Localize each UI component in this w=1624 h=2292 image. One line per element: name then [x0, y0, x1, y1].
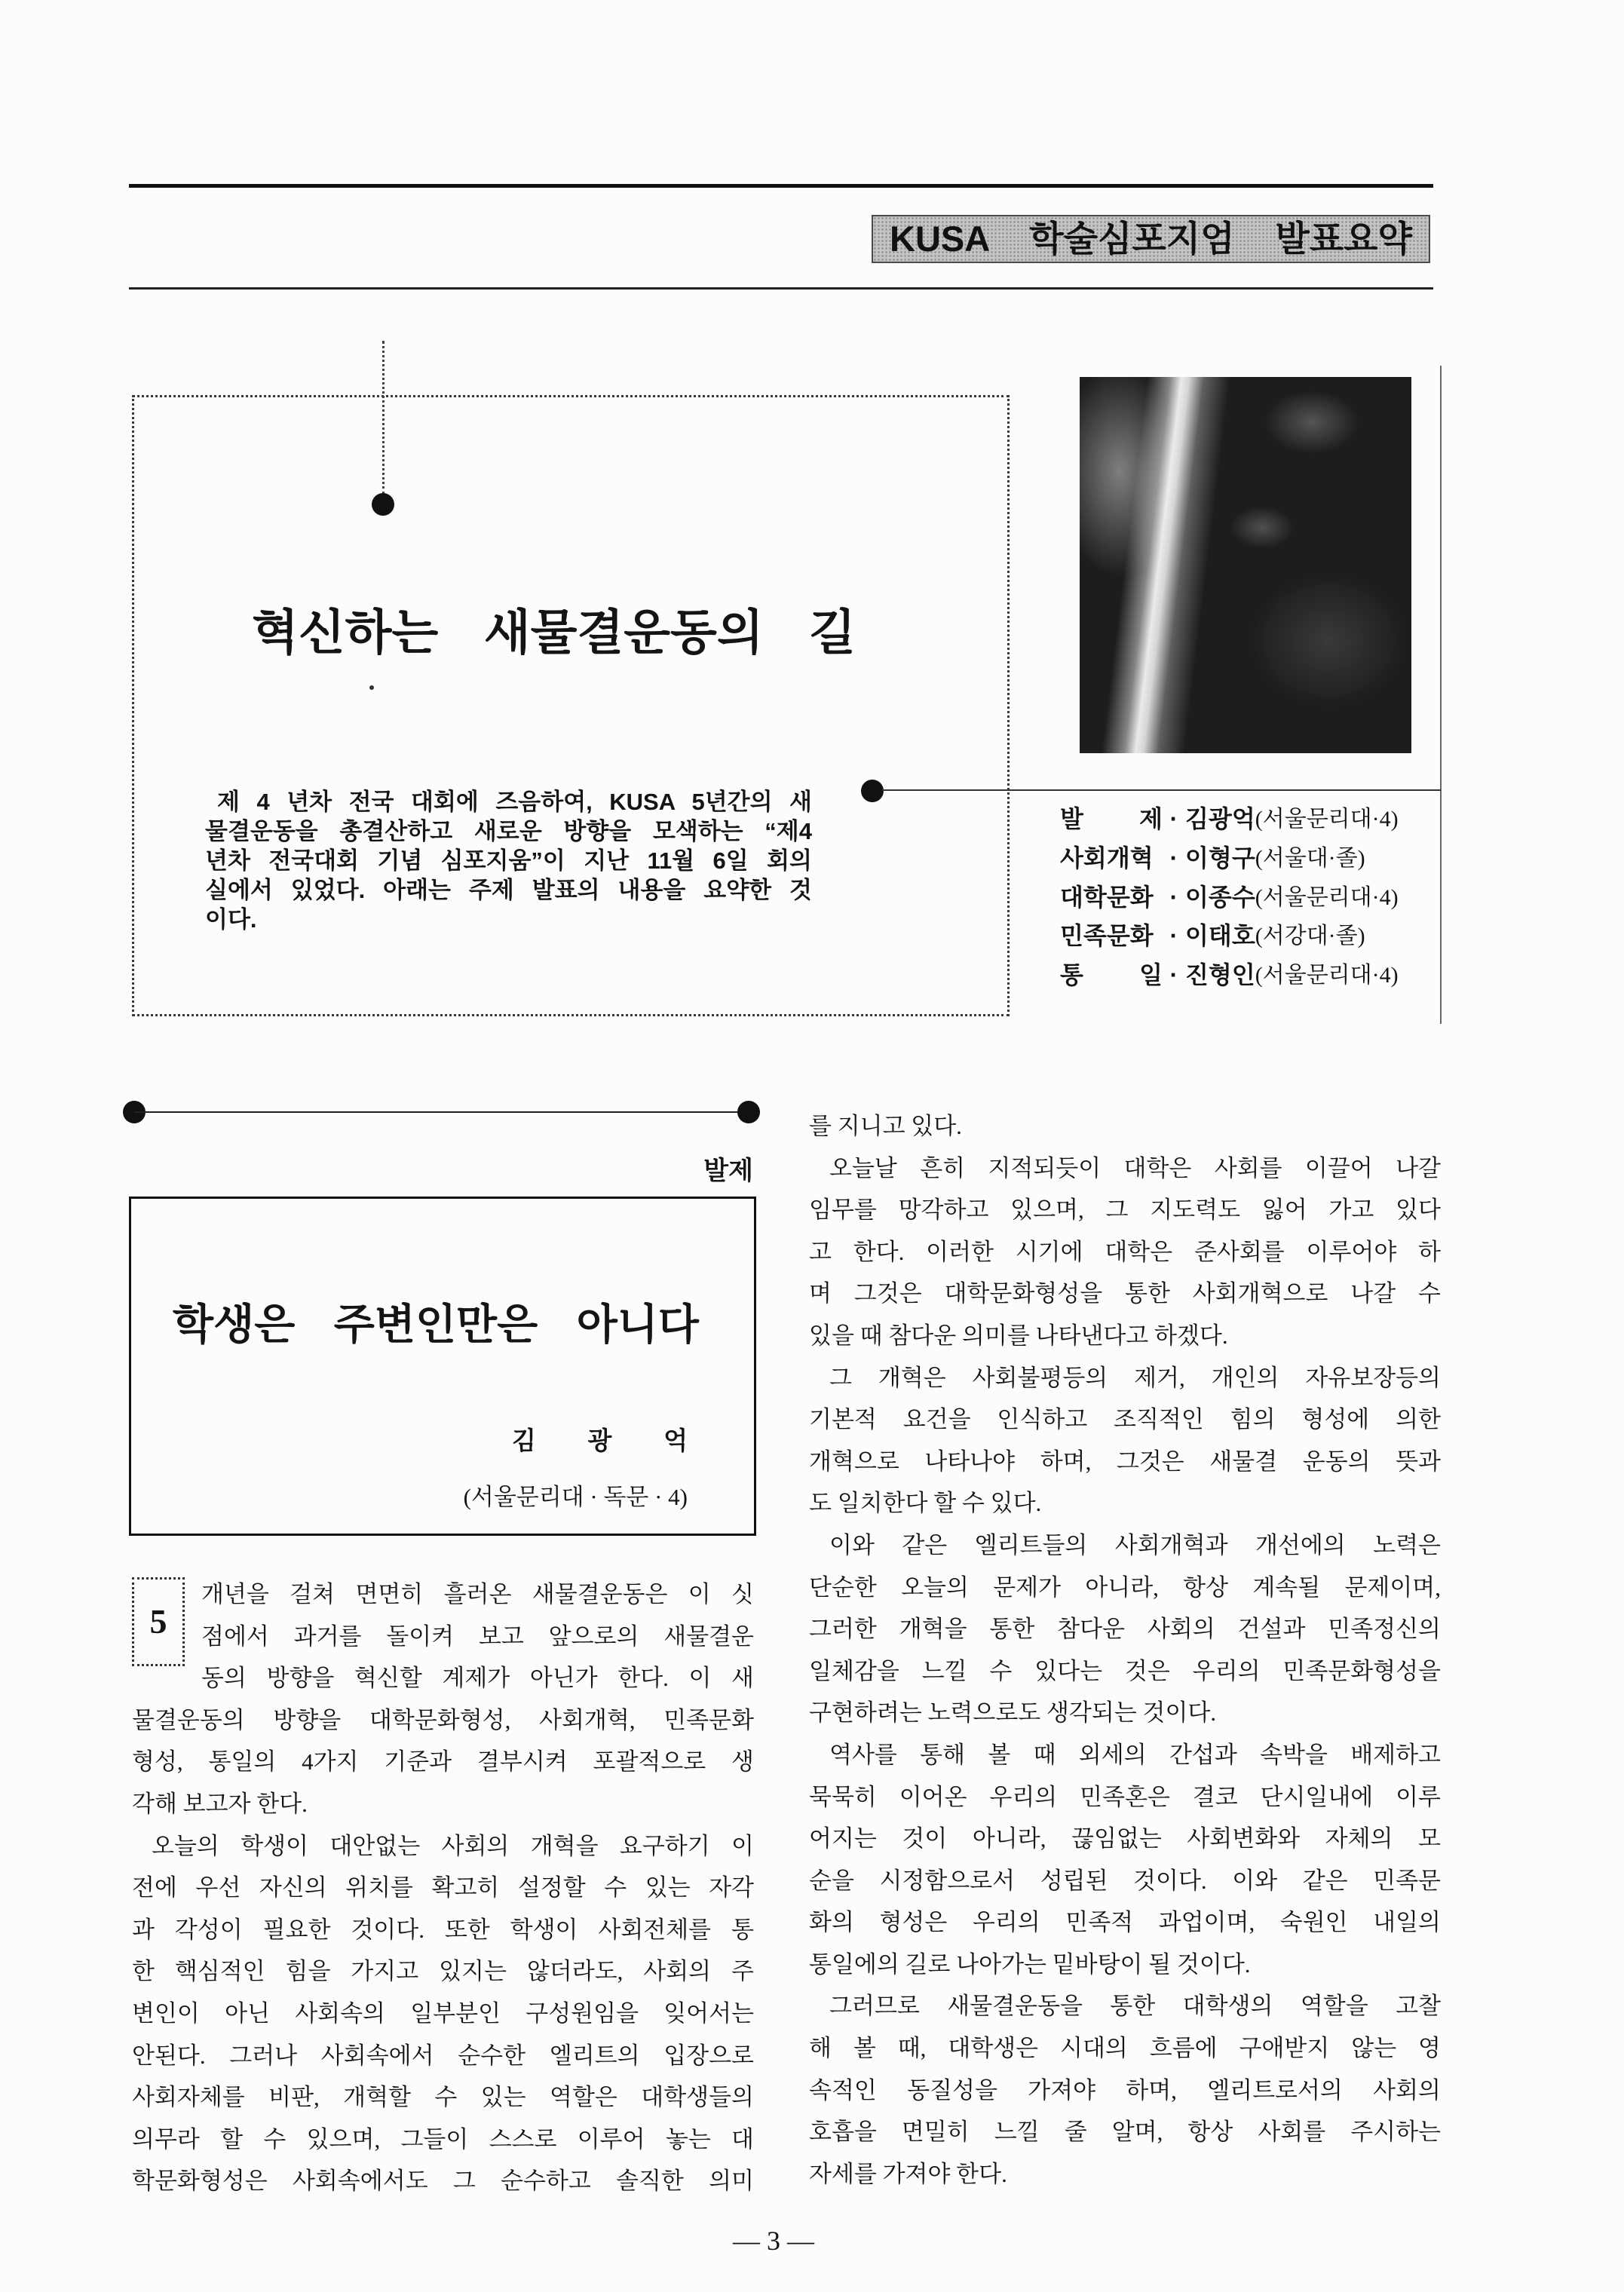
- presenter-name: 김광억: [1185, 805, 1255, 832]
- feature-title: 혁신하는 새물결운동의 길: [252, 605, 856, 660]
- body-line: 묵묵히 이어온 우리의 민족혼은 결코 단시일내에 이루: [809, 1783, 1441, 1810]
- intro-line: 제 4 년차 전국 대회에 즈음하여, KUSA 5년간의 새: [217, 789, 812, 815]
- presenter-affiliation: (서강대·졸): [1255, 924, 1365, 949]
- body-line: 개혁으로 나타나야 하며, 그것은 새물결 운동의 뜻과: [809, 1448, 1441, 1475]
- article-divider-line: [134, 1111, 749, 1113]
- body-line: 구현하려는 노력으로도 생각되는 것이다.: [809, 1699, 1217, 1727]
- presenter-name: 진형인: [1185, 961, 1255, 989]
- body-line: 단순한 오늘의 문제가 아니라, 항상 계속될 문제이며,: [809, 1573, 1441, 1601]
- body-line: 며 그것은 대학문화형성을 통한 사회개혁으로 나갈 수: [809, 1280, 1441, 1307]
- drop-number: 5: [132, 1577, 185, 1666]
- page-number: — 3 —: [733, 2226, 814, 2256]
- body-line: 기본적 요건을 인식하고 조직적인 힘의 형성에 의한: [809, 1406, 1441, 1433]
- top-rule: [129, 184, 1433, 188]
- body-line: 도 일치한다 할 수 있다.: [809, 1490, 1042, 1517]
- presenter-row: [1060, 878, 1460, 918]
- presenter-separator: ·: [1169, 922, 1178, 950]
- body-line: 순을 시정함으로서 성립된 것이다. 이와 같은 민족문: [809, 1867, 1441, 1894]
- presenter-affiliation: (서울문리대·4): [1255, 963, 1399, 988]
- intro-line: 년차 전국대회 기념 심포지움”이 지난 11월 6일 회의: [205, 847, 812, 874]
- intro-line: 물결운동을 총결산하고 새로운 방향을 모색하는 “제4: [205, 818, 812, 844]
- section-label: 발제: [703, 1157, 753, 1185]
- body-line: 고 한다. 이러한 시기에 대학은 준사회를 이루어야 하: [809, 1238, 1441, 1265]
- body-line: 각해 보고자 한다.: [132, 1790, 308, 1817]
- presenter-list: [1060, 800, 1460, 995]
- body-line: 의무라 할 수 있으며, 그들이 스스로 이루어 놓는 대: [132, 2125, 754, 2153]
- left-body-column: [132, 1573, 754, 2202]
- body-line: 어지는 것이 아니라, 끊임없는 사회변화와 자체의 모: [809, 1825, 1441, 1852]
- presenters-connector-line: [882, 789, 1441, 791]
- presenters-bullet: [861, 780, 884, 802]
- presenter-row: [1060, 917, 1460, 956]
- body-line: 전에 우선 자신의 위치를 확고히 설정할 수 있는 자각: [132, 1874, 754, 1901]
- presenter-affiliation: (서울문리대·4): [1255, 884, 1399, 910]
- presenter-row: [1060, 956, 1460, 995]
- intro-line: 이다.: [205, 906, 257, 933]
- presenter-role: 대학문화: [1060, 883, 1154, 911]
- body-line: 사회자체를 비판, 개혁할 수 있는 역할은 대학생들의: [132, 2084, 754, 2111]
- body-line: 그러한 개혁을 통한 참다운 사회의 건설과 민족정신의: [809, 1616, 1441, 1643]
- presenter-row: [1060, 839, 1460, 878]
- body-line: 속적인 동질성을 가져야 하며, 엘리트로서의 사회의: [809, 2076, 1441, 2104]
- presenter-name: 이형구: [1185, 844, 1255, 872]
- presenter-separator: ·: [1169, 961, 1178, 989]
- header-rule: [129, 287, 1433, 290]
- body-line: 변인이 아닌 사회속의 일부분인 구성원임을 잊어서는: [132, 1999, 754, 2027]
- author-affiliation: (서울문리대 · 독문 · 4): [463, 1484, 688, 1510]
- presenter-affiliation: (서울문리대·4): [1255, 807, 1399, 832]
- body-line: 그러므로 새물결운동을 통한 대학생의 역할을 고찰: [829, 1993, 1441, 2020]
- presenter-separator: ·: [1169, 844, 1178, 872]
- body-line: 점에서 과거를 돌이켜 보고 앞으로의 새물결운: [201, 1622, 754, 1650]
- presenter-separator: ·: [1169, 805, 1178, 832]
- body-line: 그 개혁은 사회불평등의 제거, 개인의 자유보장등의: [829, 1364, 1441, 1391]
- body-line: 한 핵심적인 힘을 가지고 있지는 않더라도, 사회의 주: [132, 1958, 754, 1985]
- body-line: 일체감을 느낄 수 있다는 것은 우리의 민족문화형성을: [809, 1657, 1441, 1684]
- presenter-affiliation: (서울대·졸): [1255, 845, 1365, 871]
- body-line: 동의 방향을 혁신할 계제가 아닌가 한다. 이 새: [201, 1665, 754, 1692]
- section-header-label: KUSA 학술심포지엄 발표요약: [872, 215, 1430, 263]
- presenter-role: 사회개혁: [1060, 844, 1154, 872]
- intro-vertical-dots: [382, 341, 385, 495]
- body-line: 자세를 가져야 한다.: [809, 2160, 1007, 2187]
- body-line: 역사를 통해 볼 때 외세의 간섭과 속박을 배제하고: [829, 1741, 1441, 1768]
- title-dot: [369, 685, 374, 690]
- body-line: 해 볼 때, 대학생은 시대의 흐름에 구애받지 않는 영: [809, 2035, 1441, 2062]
- body-line: 학문화형성은 사회속에서도 그 순수하고 솔직한 의미: [132, 2168, 754, 2195]
- intro-paragraph: [205, 787, 812, 934]
- right-body-column: [809, 1105, 1441, 2195]
- divider-bullet-right: [737, 1101, 760, 1123]
- presenter-separator: ·: [1169, 883, 1178, 911]
- presenter-role: 발 제: [1060, 805, 1163, 832]
- body-line: 임무를 망각하고 있으며, 그 지도력도 잃어 가고 있다: [809, 1197, 1441, 1224]
- body-line: 있을 때 참다운 의미를 나타낸다고 하겠다.: [809, 1322, 1228, 1349]
- body-line: 형성, 통일의 4가지 기준과 결부시켜 포괄적으로 생: [132, 1748, 754, 1776]
- body-line: 물결운동의 방향을 대학문화형성, 사회개혁, 민족문화: [132, 1706, 754, 1733]
- body-line: 를 지니고 있다.: [809, 1113, 962, 1139]
- article-title: 학생은 주변인만은 아니다: [173, 1301, 699, 1348]
- body-line: 오늘의 학생이 대안없는 사회의 개혁을 요구하기 이: [152, 1832, 754, 1859]
- presenter-row: [1060, 800, 1460, 839]
- body-line: 이와 같은 엘리트들의 사회개혁과 개선에의 노력은: [829, 1531, 1441, 1558]
- presenter-name: 이종수: [1185, 883, 1255, 911]
- body-line: 오늘날 흔히 지적되듯이 대학은 사회를 이끌어 나갈: [829, 1154, 1441, 1181]
- symposium-photo: [1080, 377, 1411, 753]
- intro-line: 실에서 있었다. 아래는 주제 발표의 내용을 요약한 것: [205, 877, 812, 903]
- presenter-name: 이태호: [1185, 922, 1255, 950]
- article-author: 김 광 억: [512, 1426, 688, 1454]
- presenter-role: 민족문화: [1060, 922, 1154, 950]
- body-line: 호흡을 면밀히 느낄 줄 알며, 항상 사회를 주시하는: [809, 2119, 1441, 2146]
- intro-bullet: [372, 493, 394, 516]
- body-line: 화의 형성은 우리의 민족적 과업이며, 숙원인 내일의: [809, 1909, 1441, 1936]
- body-line: 통일에의 길로 나아가는 밑바탕이 될 것이다.: [809, 1950, 1251, 1978]
- body-line: 과 각성이 필요한 것이다. 또한 학생이 사회전체를 통: [132, 1916, 754, 1943]
- presenter-role: 통 일: [1060, 961, 1163, 989]
- body-line: 안된다. 그러나 사회속에서 순수한 엘리트의 입장으로: [132, 2042, 754, 2069]
- body-line: 개년을 걸쳐 면면히 흘러온 새물결운동은 이 싯: [201, 1581, 754, 1607]
